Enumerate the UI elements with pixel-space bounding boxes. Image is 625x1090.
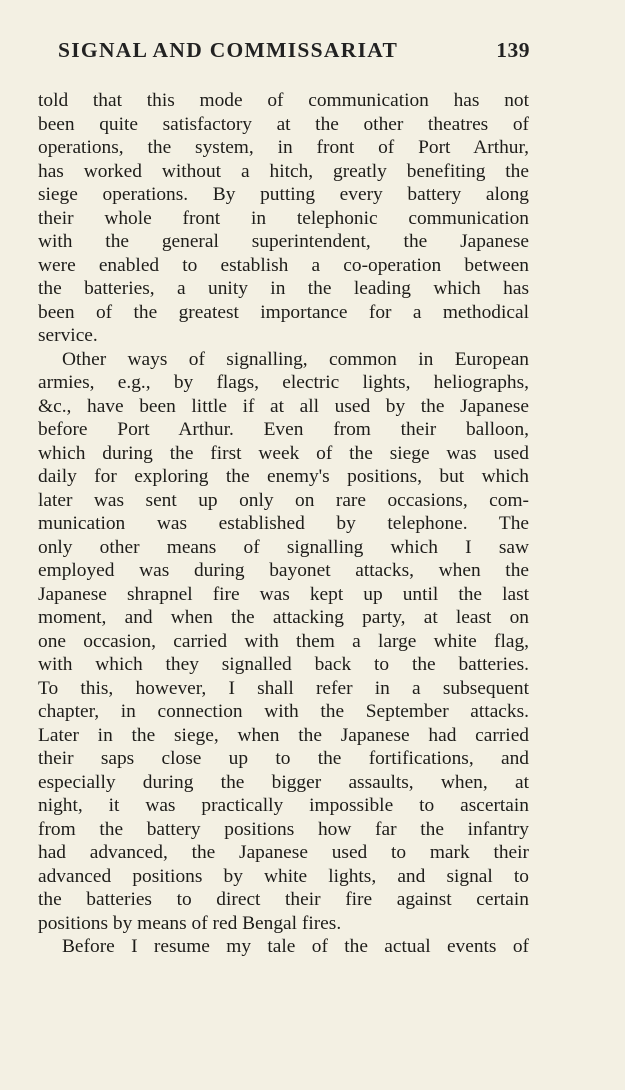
text-line: Japanese shrapnel fire was kept up until the last xyxy=(38,583,529,605)
text-line: munication was established by telephone. The xyxy=(38,513,529,534)
chapter-title: SIGNAL AND COMMISSARIAT xyxy=(58,38,399,62)
text-line: siege operations. By putting every battery along xyxy=(38,184,529,205)
text-line: one occasion, carried with them a large white flag, xyxy=(38,630,529,652)
paragraph-first-line: Before I resume my tale of the actual events of xyxy=(62,936,529,957)
body-text xyxy=(38,89,529,959)
text-line: especially during the bigger assaults, when, at xyxy=(38,771,529,793)
text-line: the batteries, a unity in the leading which has xyxy=(38,278,529,299)
text-line: been of the greatest importance for a methodical xyxy=(38,301,529,323)
text-line: advanced positions by white lights, and signal to xyxy=(38,865,529,887)
text-line: their whole front in telephonic communication xyxy=(38,207,529,229)
text-line: only other means of signalling which I saw xyxy=(38,536,529,558)
text-line: daily for exploring the enemy's positions, but which xyxy=(38,466,529,487)
text-line: To this, however, I shall refer in a subsequent xyxy=(38,677,529,699)
text-line: has worked without a hitch, greatly benefiting the xyxy=(38,160,529,182)
text-line: moment, and when the attacking party, at least on xyxy=(38,607,529,628)
text-line: with which they signalled back to the batteries. xyxy=(38,654,529,675)
text-line: with the general superintendent, the Japanese xyxy=(38,231,529,252)
text-line: operations, the system, in front of Port Arthur, xyxy=(38,137,529,158)
text-line: the batteries to direct their fire against certain xyxy=(38,889,529,910)
text-line: told that this mode of communication has not xyxy=(38,90,529,111)
text-line: were enabled to establish a co-operation between xyxy=(38,254,529,276)
paragraph-first-line: Other ways of signalling, common in European xyxy=(62,348,529,370)
text-line: &c., have been little if at all used by the Japanese xyxy=(38,395,529,417)
text-line: which during the first week of the siege was used xyxy=(38,442,529,464)
text-line: before Port Arthur. Even from their balloon, xyxy=(38,419,529,440)
text-line: employed was during bayonet attacks, when the xyxy=(38,560,529,581)
text-line: been quite satisfactory at the other theatres of xyxy=(38,113,529,135)
text-line: service. xyxy=(38,325,98,346)
text-line: armies, e.g., by flags, electric lights, heliographs, xyxy=(38,372,529,393)
text-line: Later in the siege, when the Japanese had carried xyxy=(38,724,529,746)
text-line: had advanced, the Japanese used to mark their xyxy=(38,842,529,863)
text-line: their saps close up to the fortifications, and xyxy=(38,748,529,769)
text-line: night, it was practically impossible to ascertain xyxy=(38,795,529,816)
text-line: from the battery positions how far the infantry xyxy=(38,818,529,840)
text-line: chapter, in connection with the September attacks. xyxy=(38,701,529,722)
running-head xyxy=(58,38,530,68)
page-number: 139 xyxy=(496,38,530,62)
text-line: later was sent up only on rare occasions, com- xyxy=(38,489,529,511)
text-line: positions by means of red Bengal fires. xyxy=(38,912,342,934)
